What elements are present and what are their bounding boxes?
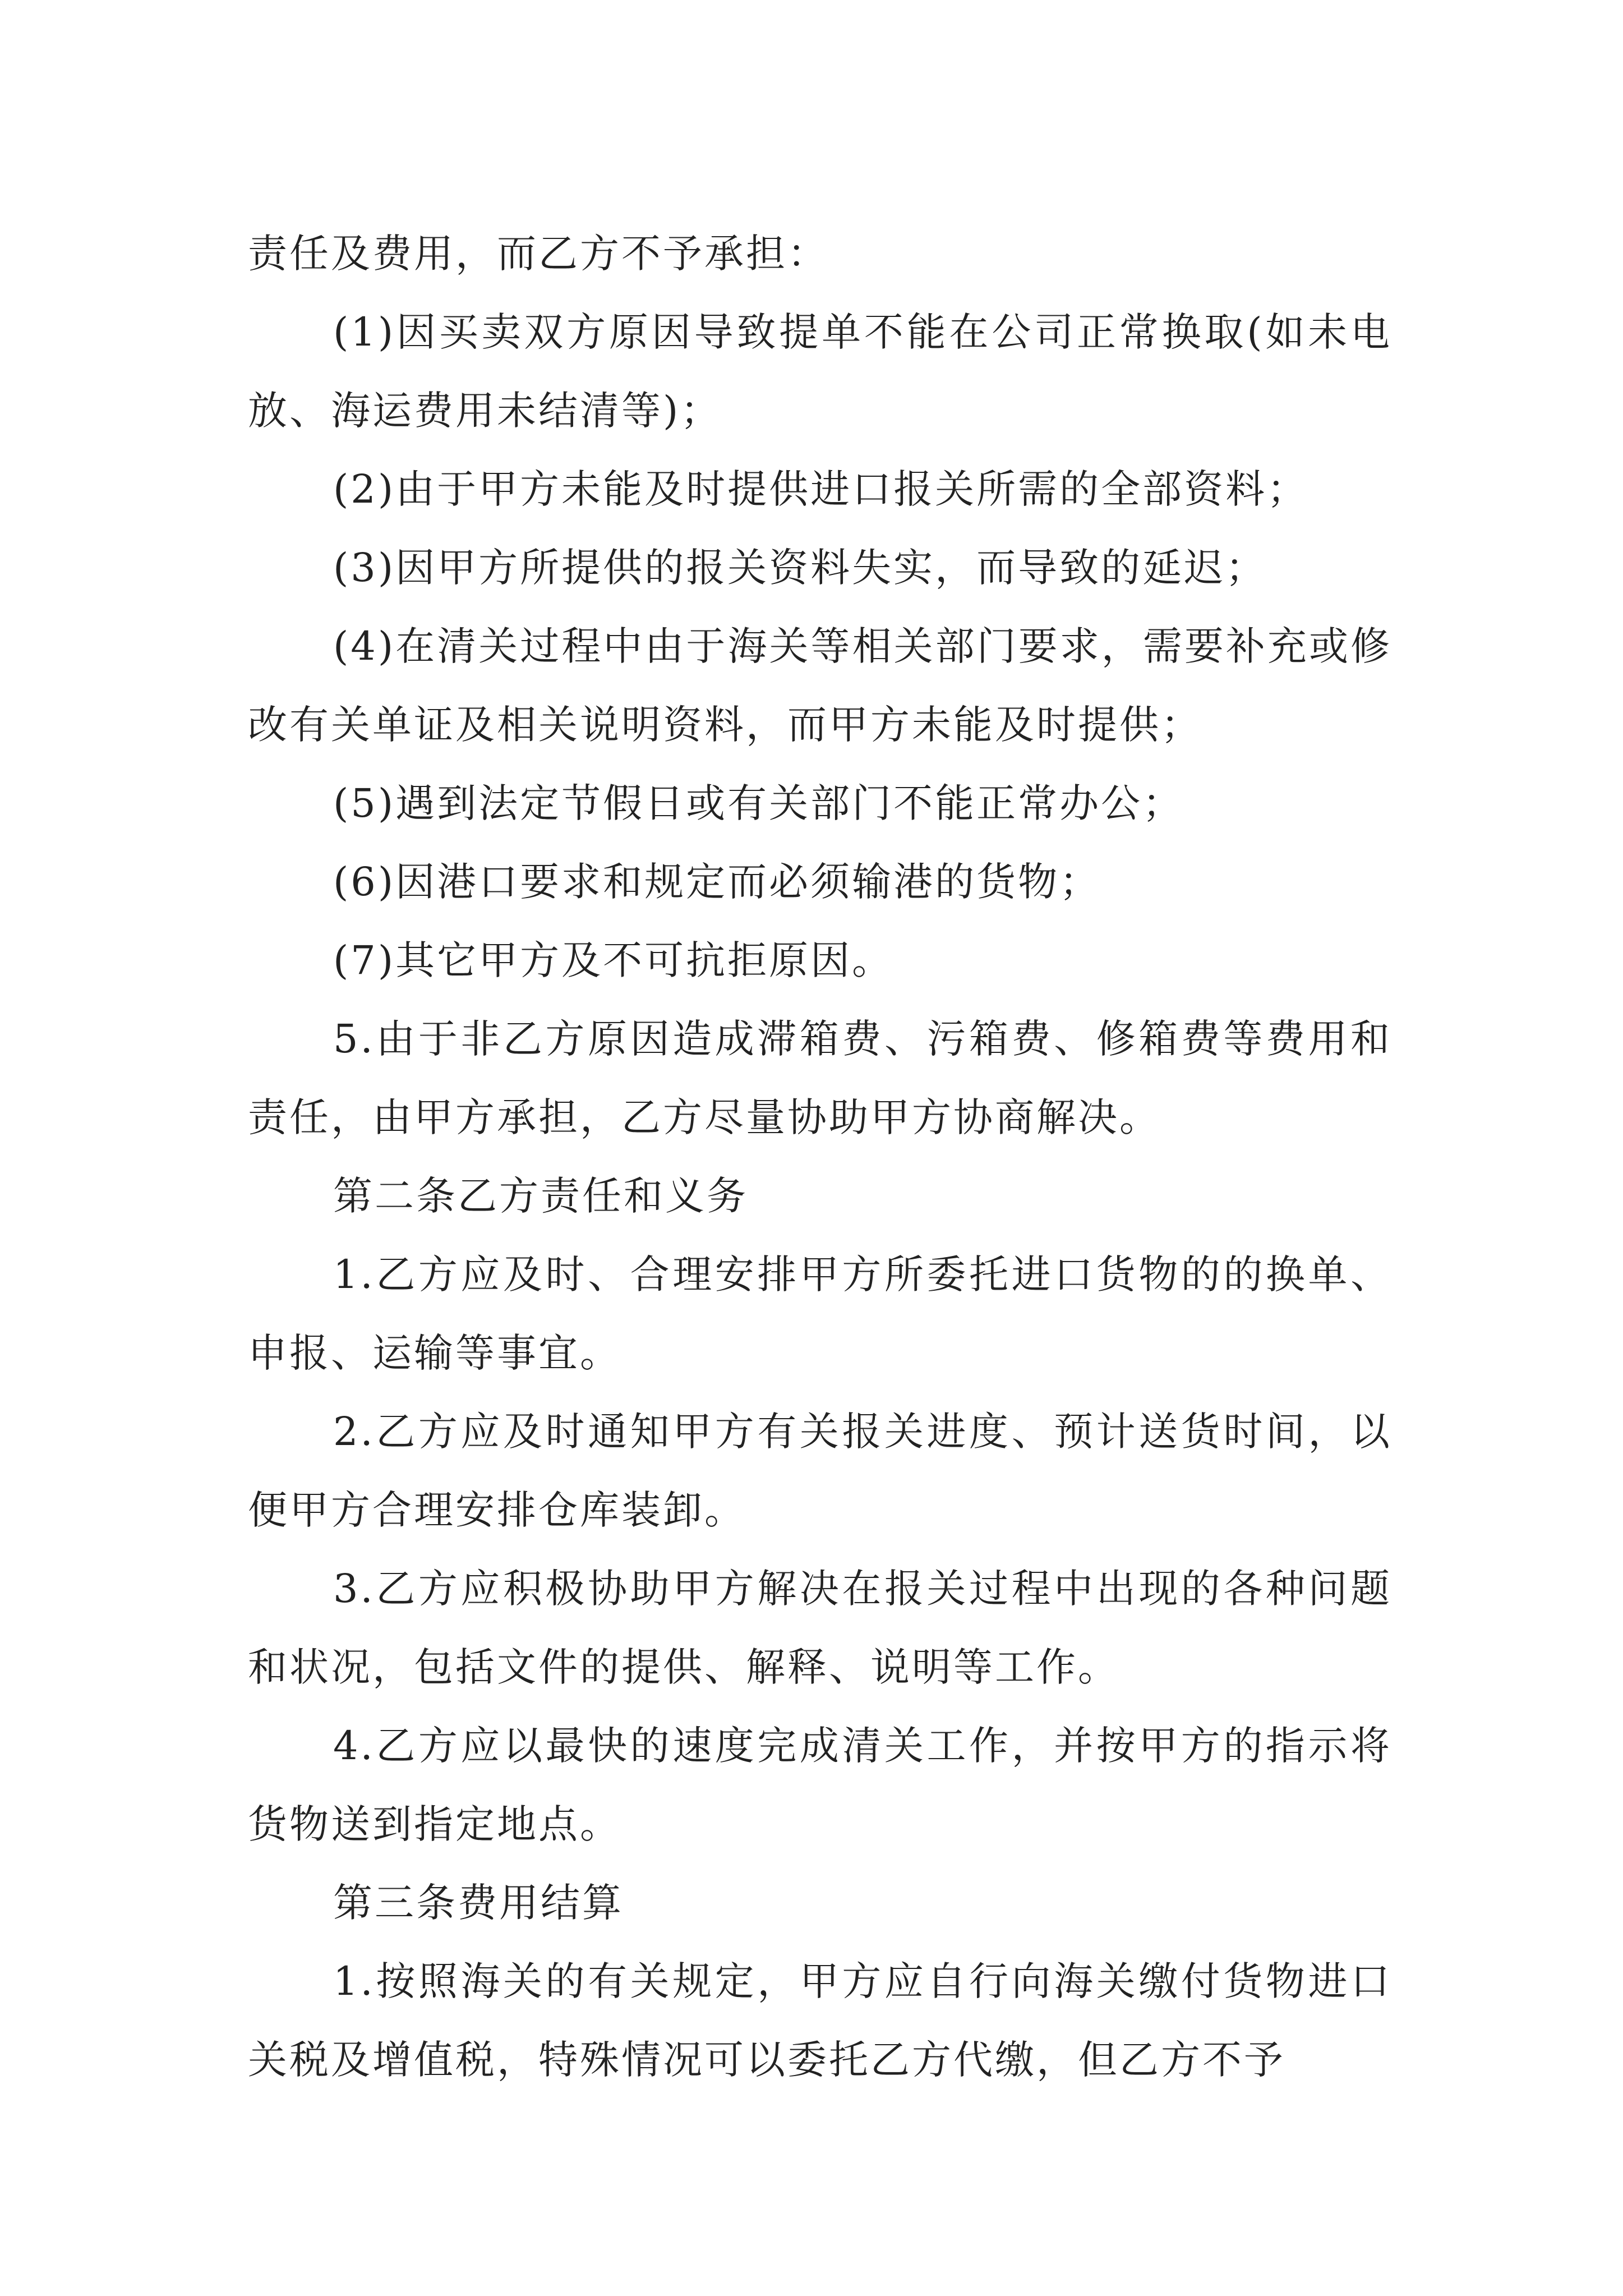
paragraph: 责任及费用，而乙方不予承担：	[248, 231, 829, 277]
paragraph: (1)因买卖双方原因导致提单不能在公司正常换取(如未电放、海运费用未结清等)；	[248, 309, 1392, 434]
paragraph: (5)遇到法定节假日或有关部门不能正常办公；	[333, 780, 1184, 826]
paragraph: 5.由于非乙方原因造成滞箱费、污箱费、修箱费等费用和责任，由甲方承担，乙方尽量协助甲方协商解决。	[248, 1016, 1392, 1140]
paragraph: (4)在清关过程中由于海关等相关部门要求，需要补充或修改有关单证及相关说明资料，而甲方未能及时提供；	[248, 623, 1392, 748]
paragraph: (3)因甲方所提供的报关资料失实，而导致的延迟；	[333, 545, 1267, 591]
paragraph: (2)由于甲方未能及时提供进口报关所需的全部资料；	[333, 466, 1309, 512]
paragraph: 2.乙方应及时通知甲方有关报关进度、预计送货时间，以便甲方合理安排仓库装卸。	[248, 1409, 1392, 1533]
paragraph: 1.按照海关的有关规定，甲方应自行向海关缴付货物进口关税及增值税，特殊情况可以委托乙方代缴，但乙方不予	[248, 1958, 1392, 2083]
section-heading: 第二条乙方责任和义务	[333, 1173, 748, 1219]
document-body	[248, 214, 1392, 2099]
paragraph: (7)其它甲方及不可抗拒原因。	[333, 937, 894, 983]
paragraph: 3.乙方应积极协助甲方解决在报关过程中出现的各种问题和状况，包括文件的提供、解释、说明等工作。	[248, 1566, 1392, 1690]
paragraph: 1.乙方应及时、合理安排甲方所委托进口货物的的换单、申报、运输等事宜。	[248, 1251, 1392, 1376]
paragraph: (6)因港口要求和规定而必须输港的货物；	[333, 859, 1101, 905]
paragraph: 4.乙方应以最快的速度完成清关工作，并按甲方的指示将货物送到指定地点。	[248, 1723, 1392, 1847]
section-heading: 第三条费用结算	[333, 1880, 624, 1926]
